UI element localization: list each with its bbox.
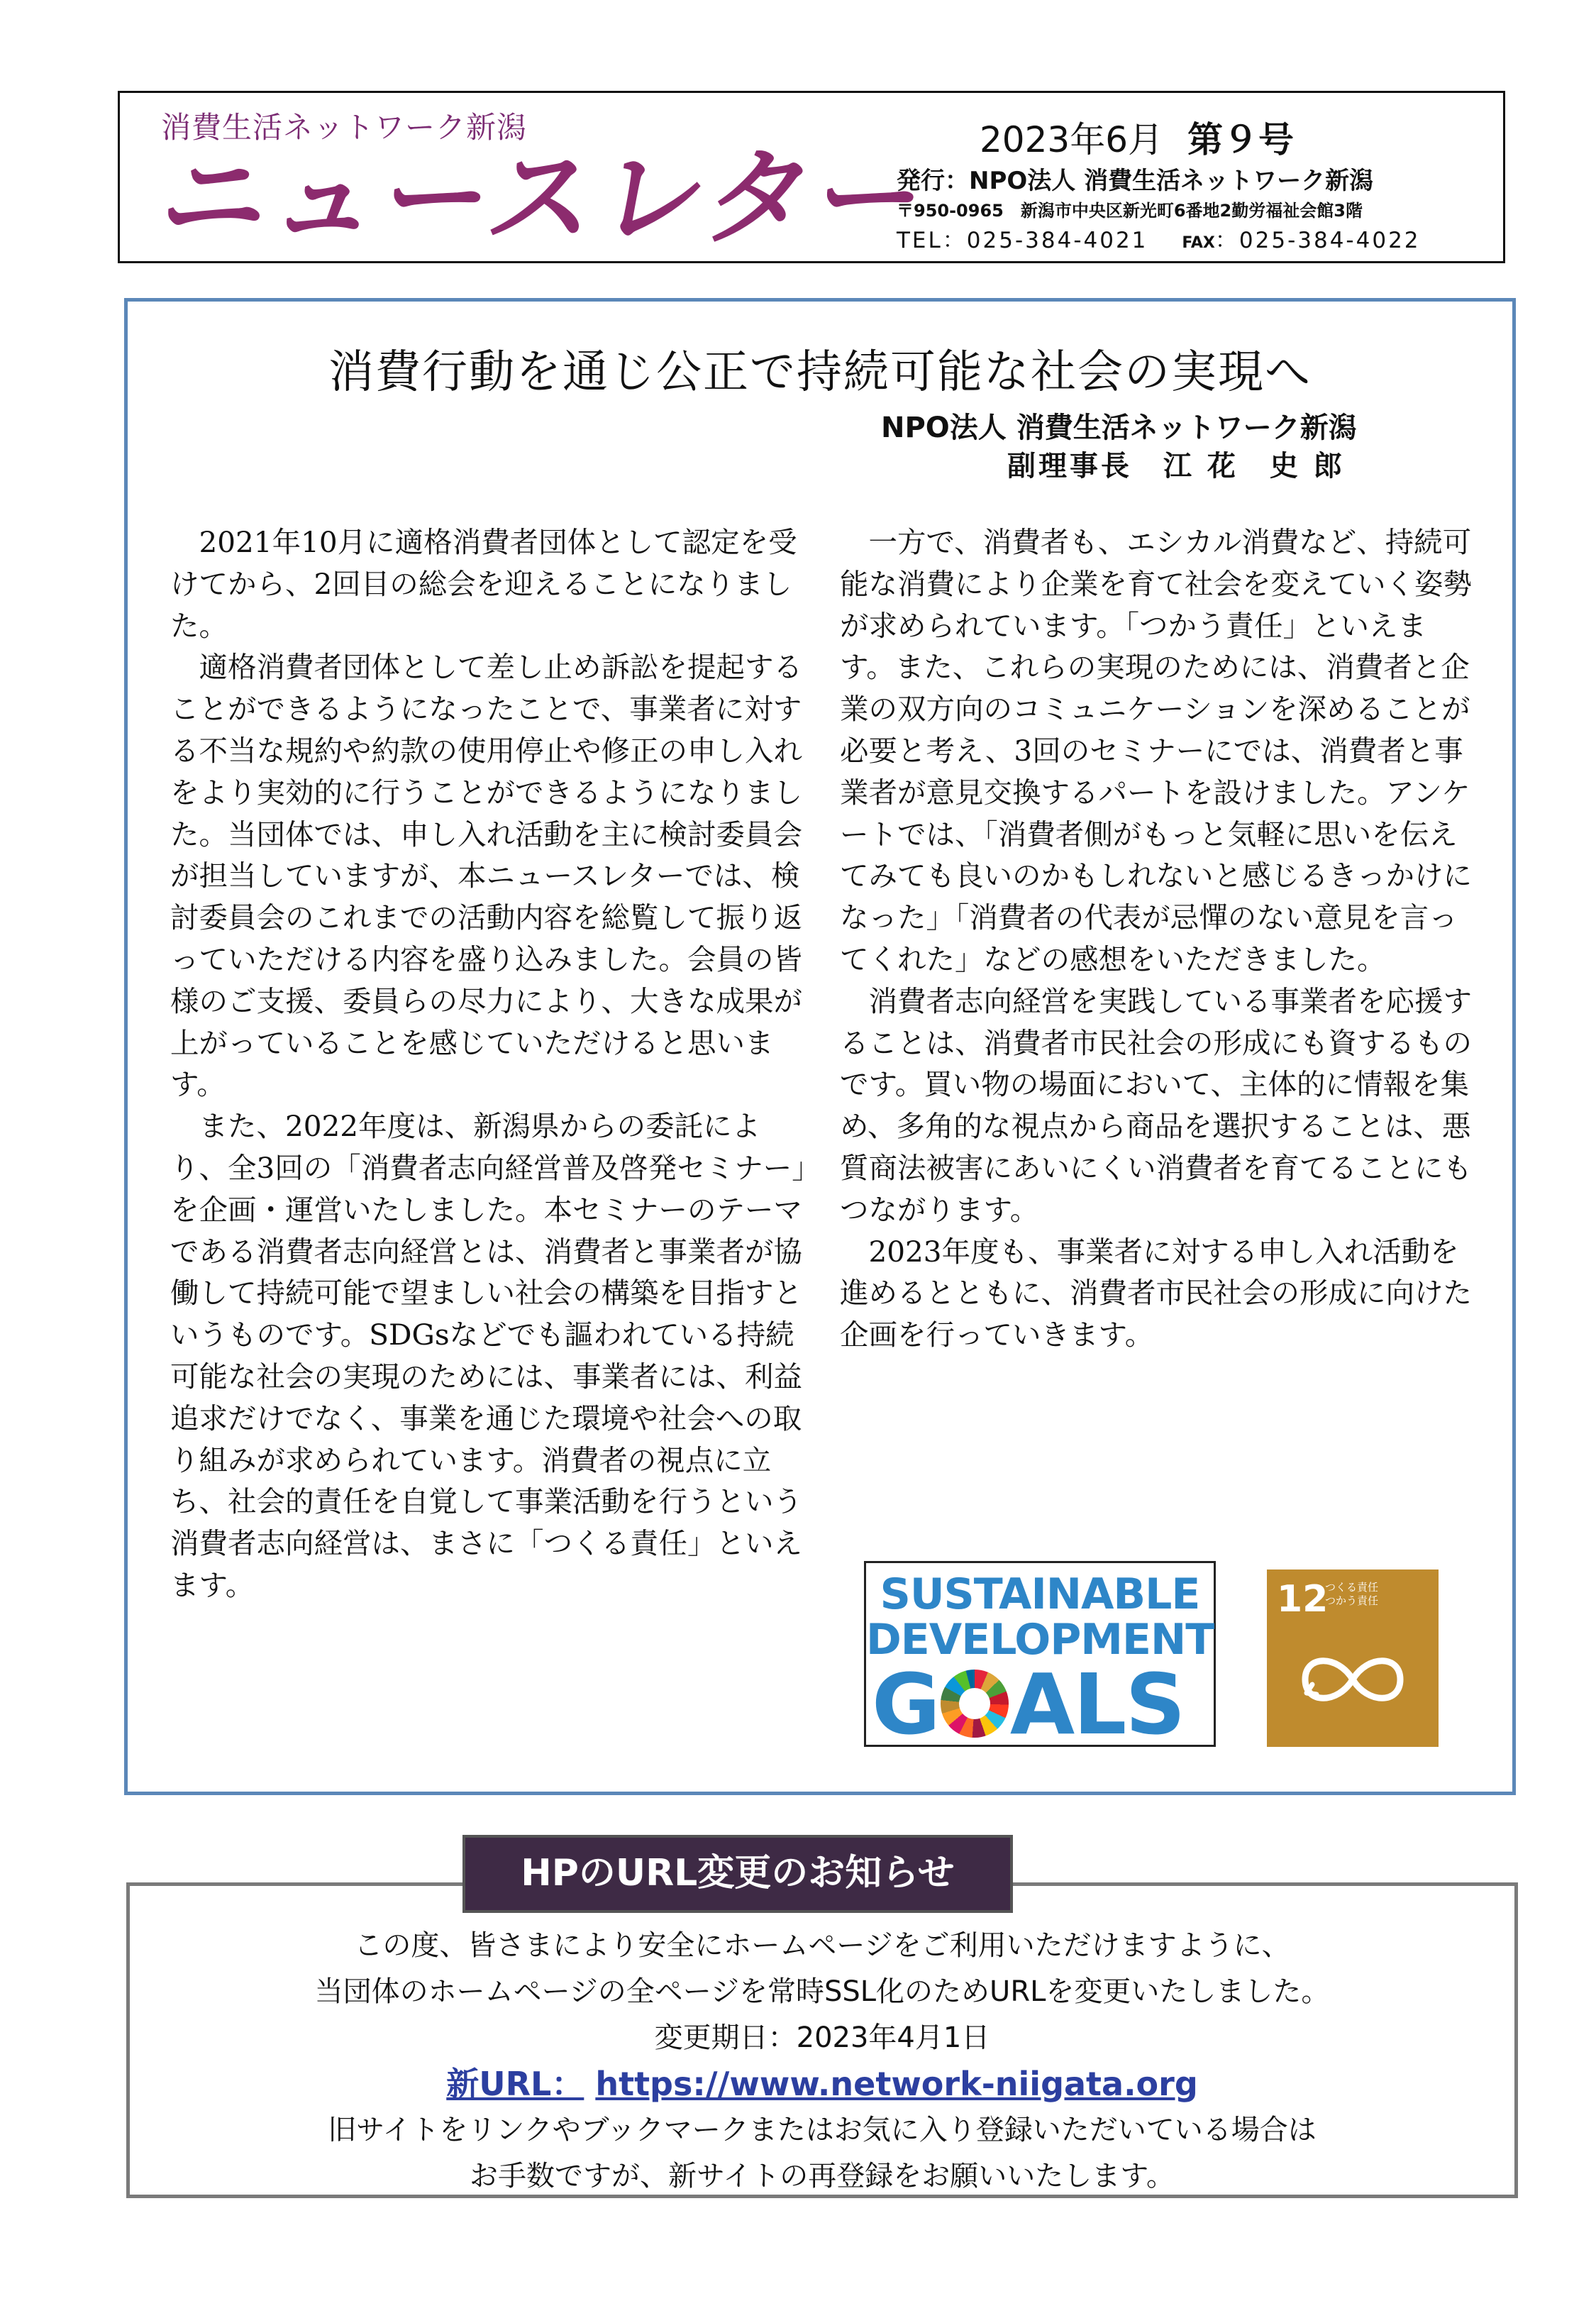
contact — [897, 222, 1421, 254]
article-column-right — [840, 522, 1477, 1356]
infinity-arrow-icon — [1295, 1648, 1410, 1711]
paragraph: 一方で、消費者も、エシカル消費など、持続可能な消費により企業を育て社会を変えていく姿勢が求められています。「つかう責任」といえます。また、これらの実現のためには、消費者と企業の双方向のコミュニケーションを深めることが必要と考え、3回のセミナーにでは、消費者と事業者が意見交換するパートを設けました。アンケートでは、「消費者側がもっと気軽に思いを伝えてみても良いのかもしれないと感じるきっかけになった」「消費者の代表が忌憚のない意見を言ってくれた」などの感想をいただきました。 — [840, 525, 1472, 976]
tel: TEL：025-384-4021 — [897, 228, 1148, 253]
new-url[interactable]: https://www.network-niigata.org — [595, 2065, 1198, 2103]
new-url-link[interactable] — [130, 2061, 1514, 2107]
issue-date: 2023年6月 — [980, 119, 1164, 160]
article-column-left — [170, 522, 807, 1606]
paragraph: 適格消費者団体として差し止め訴訟を提起することができるようになったことで、事業者に対する不当な規約や約款の使用停止や修正の申し入れをより実効的に行うことができるようになりました。当団体では、申し入れ活動を主に検討委員会が担当していますが、本ニュースレターでは、検討委員会のこれまでの活動内容を総覧して振り返っていただける内容を盛り込みました。会員の皆様のご支援、委員らの尽力により、大きな成果が上がっていることを感じていただけると思います。 — [170, 650, 802, 1102]
issue-number: 第９号 — [1187, 119, 1295, 160]
sdg12-text-line2: つかう責任 — [1325, 1594, 1379, 1607]
paragraph: また、2022年度は、新潟県からの委託により、全3回の「消費者志向経営普及啓発セミナー」を企画・運営いたしました。本セミナーのテーマである消費者志向経営とは、消費者と事業者が協働して持続可能で望ましい社会の構築を目指すというものです。SDGsなどでも謳われている持続可能な社会の実現のためには、事業者には、利益追求だけでなく、事業を通じた環境や社会への取り組みが求められています。消費者の視点に立ち、社会的責任を自覚して事業活動を行うという消費者志向経営は、まさに「つくる責任」といえます。 — [170, 1109, 807, 1602]
issue-line — [980, 111, 1294, 162]
sdgs-logo-line1: SUSTAINABLE — [880, 1569, 1200, 1619]
sdgs-logo — [864, 1561, 1216, 1753]
paragraph: 消費者志向経営を実践している事業者を応援することは、消費者市民社会の形成にも資するものです。買い物の場面において、主体的に情報を集め、多角的な視点から商品を選択することは、悪質商法被害にあいにくい消費者を育てることにもつながります。 — [840, 983, 1472, 1227]
address: 〒950-0965 新潟市中央区新光町6番地2勤労福祉会館3階 — [897, 201, 1363, 221]
sdgs-logo-line3 — [872, 1655, 1219, 1753]
sdg12-text-line1: つくる責任 — [1325, 1581, 1379, 1594]
sdgs-logo-line2: DEVELOPMENT — [866, 1615, 1214, 1665]
sdgs-logo-letters-als: ALS — [1009, 1655, 1185, 1753]
notice-line: 当団体のホームページの全ページを常時SSL化のためURLを変更いたしました。 — [314, 1975, 1330, 2008]
notice-line: お手数ですが、新サイトの再登録をお願いいたします。 — [470, 2160, 1175, 2192]
author-organization: NPO法人 消費生活ネットワーク新潟 — [881, 412, 1357, 444]
org-subtitle: 消費生活ネットワーク新潟 — [161, 110, 528, 145]
paragraph: 2021年10月に適格消費者団体として認定を受けてから、2回目の総会を迎えることになりました。 — [170, 525, 797, 643]
sdgs-logo-letter-g: G — [872, 1655, 939, 1753]
fax-label: FAX — [1182, 234, 1215, 252]
sdg12-text — [1325, 1581, 1378, 1608]
sdg-goal-12-icon — [1267, 1569, 1439, 1747]
notice-title: HPのURL変更のお知らせ — [462, 1835, 1013, 1913]
notice-box — [126, 1882, 1518, 2198]
article-box — [124, 298, 1516, 1795]
new-url-label: 新URL： — [446, 2065, 584, 2103]
article-headline: 消費行動を通じ公正で持続可能な社会の実現へ — [328, 346, 1312, 399]
notice-body — [130, 1923, 1514, 2200]
newsletter-title: ニュースレター — [151, 137, 938, 260]
fax: ：025-384-4022 — [1214, 228, 1421, 253]
sdg-color-wheel-icon — [941, 1670, 1009, 1738]
sdg12-number: 12 — [1277, 1578, 1329, 1621]
notice-change-date: 変更期日：2023年4月1日 — [654, 2021, 990, 2054]
author-name: 副理事長 江 花 史 郎 — [1007, 450, 1345, 482]
notice-line: この度、皆さまにより安全にホームページをご利用いただけますように、 — [354, 1929, 1290, 1962]
publisher: 発行：NPO法人 消費生活ネットワーク新潟 — [897, 167, 1374, 195]
notice-line: 旧サイトをリンクやブックマークまたはお気に入り登録いただいている場合は — [328, 2114, 1317, 2146]
paragraph: 2023年度も、事業者に対する申し入れ活動を進めるとともに、消費者市民社会の形成に向けた企画を行っていきます。 — [840, 1234, 1472, 1352]
masthead — [118, 91, 1505, 263]
